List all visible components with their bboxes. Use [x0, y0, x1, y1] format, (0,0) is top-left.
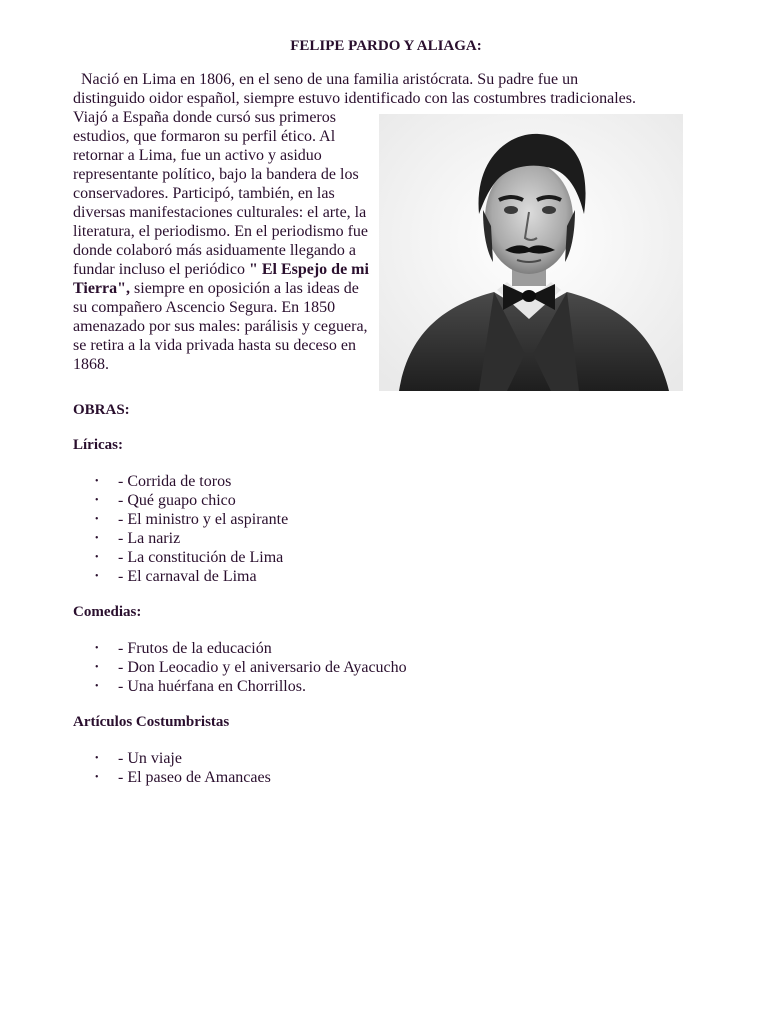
work-title: - Un viaje: [118, 750, 182, 767]
work-title: - El carnaval de Lima: [118, 568, 257, 585]
bullet-icon: •: [95, 753, 99, 764]
articulos-list: [73, 749, 693, 787]
intro-paragraph: [73, 70, 693, 108]
work-title: - Corrida de toros: [118, 473, 232, 490]
articulos-heading: Artículos Costumbristas: [73, 714, 230, 730]
bullet-icon: •: [95, 571, 99, 582]
liricas-list: [73, 472, 693, 586]
liricas-heading: Líricas:: [73, 437, 123, 453]
biography-text: [73, 108, 373, 374]
document-page: [73, 37, 693, 787]
bullet-icon: •: [95, 514, 99, 525]
bullet-icon: •: [95, 552, 99, 563]
intro-line-2: distinguido oidor español, siempre estuvo identificado con las costumbres tradicionales.: [73, 90, 636, 107]
bio-text-before: Viajó a España donde cursó sus primeros estudios, que formaron su perfil ético. Al retornar a Lima, fue un activo y asiduo representante político, bajo la bandera de los conservadores. Participó, también, en las diversas manifestaciones culturales: el arte, la literatura, el periodismo. En el periodismo fue donde colaboró más asiduamente llegando a fundar incluso el periódico: [73, 109, 369, 278]
work-title: - La nariz: [118, 530, 181, 547]
obras-heading: OBRAS:: [73, 402, 130, 418]
comedias-heading: Comedias:: [73, 604, 142, 620]
list-item: [73, 529, 693, 548]
bullet-icon: •: [95, 681, 99, 692]
work-title: - Qué guapo chico: [118, 492, 236, 509]
bullet-icon: •: [95, 476, 99, 487]
work-title: - La constitución de Lima: [118, 549, 284, 566]
bio-text-after: siempre en oposición a las ideas de su compañero Ascencio Segura. En 1850 amenazado por sus males: parálisis y ceguera, se retira a la vida privada hasta su deceso en 1868.: [73, 280, 368, 373]
work-title: - Una huérfana en Chorrillos.: [118, 678, 306, 695]
bullet-icon: •: [95, 495, 99, 506]
list-item: [73, 768, 693, 787]
comedias-list: [73, 639, 693, 696]
bullet-icon: •: [95, 772, 99, 783]
bullet-icon: •: [95, 643, 99, 654]
list-item: [73, 677, 693, 696]
intro-line-1: Nació en Lima en 1806, en el seno de una familia aristócrata. Su padre fue un: [81, 71, 579, 88]
bullet-icon: •: [95, 662, 99, 673]
list-item: [73, 639, 693, 658]
work-title: - El paseo de Amancaes: [118, 769, 271, 786]
bullet-icon: •: [95, 533, 99, 544]
list-item: [73, 658, 693, 677]
list-item: [73, 472, 693, 491]
work-title: - Don Leocadio y el aniversario de Ayacucho: [118, 659, 407, 676]
page-title: FELIPE PARDO Y ALIAGA:: [290, 38, 482, 54]
list-item: [73, 548, 693, 567]
list-item: [73, 491, 693, 510]
portrait-image: [379, 114, 683, 391]
work-title: - El ministro y el aspirante: [118, 511, 289, 528]
newspaper-title: " El Espejo de mi Tierra",: [73, 261, 369, 297]
biography-block: [73, 108, 693, 383]
list-item: [73, 510, 693, 529]
list-item: [73, 749, 693, 768]
list-item: [73, 567, 693, 586]
work-title: - Frutos de la educación: [118, 640, 272, 657]
